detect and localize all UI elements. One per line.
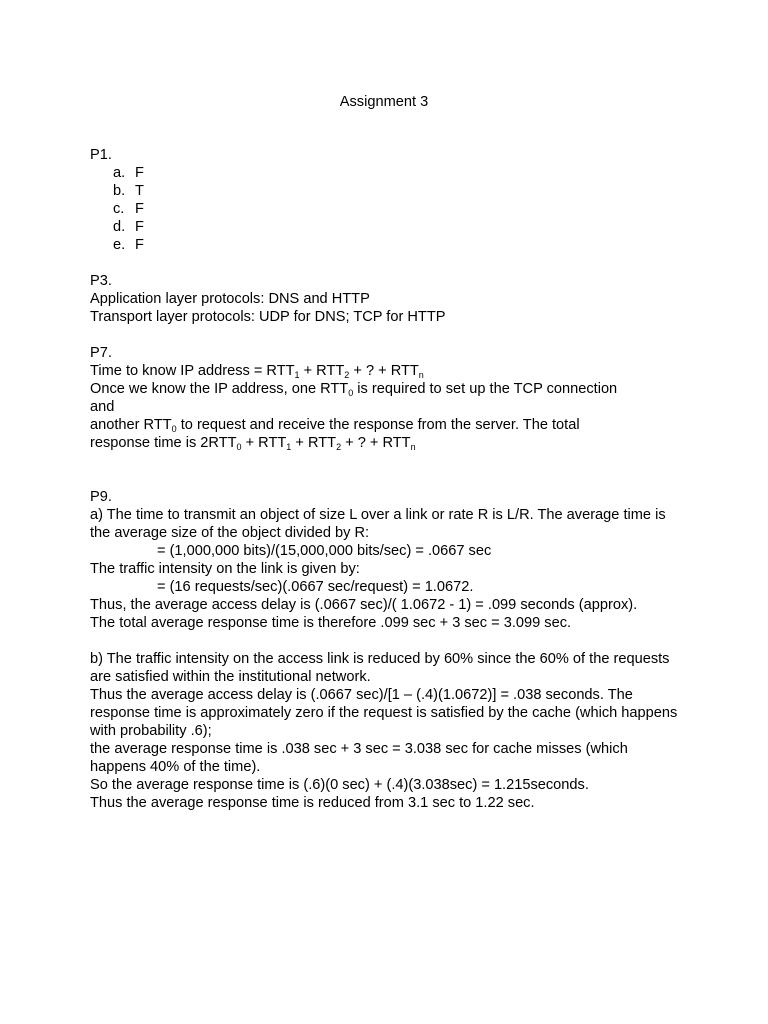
list-marker: d. [113, 219, 126, 235]
subscript: 2 [336, 442, 342, 452]
text-run: is required to set up the TCP connection [353, 381, 618, 397]
list-item-text: F [135, 219, 144, 235]
list-marker: c. [113, 201, 125, 217]
p9-a-access-delay: Thus, the average access delay is (.0667 sec)/( 1.0672 - 1) = .099 seconds (approx). [90, 597, 638, 613]
p3-transport-layer: Transport layer protocols: UDP for DNS; TCP for HTTP [90, 309, 446, 325]
p9-b-access-delay: Thus the average access delay is (.0667 sec)/[1 – (.4)(1.0672)] = .038 seconds. The response time is approximately zero if the request is satisfied by the cache (which happens with probability .6); [90, 687, 678, 739]
p9-b-conclusion: Thus the average response time is reduced from 3.1 sec to 1.22 sec. [90, 795, 535, 811]
list-item-text: F [135, 201, 144, 217]
p9-a-intensity-value: = (16 requests/sec)(.0667 sec/request) = 1.0672. [157, 579, 474, 595]
subscript: 1 [294, 370, 300, 380]
text-run: to request and receive the response from the server. The total [176, 417, 580, 433]
p7-line-1 [90, 362, 685, 380]
p9-a-intensity-label: The traffic intensity on the link is given by: [90, 561, 360, 577]
p9-heading: P9. [90, 489, 112, 505]
subscript: 2 [344, 370, 350, 380]
list-item-text: F [135, 237, 144, 253]
p9-b-intro: b) The traffic intensity on the access link is reduced by 60% since the 60% of the requests are satisfied within the institutional network. [90, 651, 670, 685]
document-title: Assignment 3 [339, 94, 429, 110]
p3-heading: P3. [90, 273, 112, 289]
p1-item-d [90, 218, 685, 236]
p3-application-layer: Application layer protocols: DNS and HTTP [90, 291, 370, 307]
p1-item-c [90, 200, 685, 218]
p1-heading: P1. [90, 147, 112, 163]
p1-answer-list [90, 164, 685, 254]
text-run: Time to know IP address = RTT [90, 363, 295, 379]
p9-b-cache-miss: the average response time is .038 sec + 3 sec = 3.038 sec for cache misses (which happens 40% of the time). [90, 741, 628, 775]
p1-item-e [90, 236, 685, 254]
p9-b-average: So the average response time is (.6)(0 sec) + (.4)(3.038sec) = 1.215seconds. [90, 777, 589, 793]
subscript: n [410, 442, 416, 452]
subscript: n [418, 370, 424, 380]
document-body [90, 146, 685, 812]
list-marker: a. [113, 165, 126, 181]
p7-line-4 [90, 416, 685, 434]
subscript: 0 [236, 442, 242, 452]
text-run: + ? + RTT [341, 435, 411, 451]
subscript: 1 [286, 442, 292, 452]
subscript: 0 [171, 424, 177, 434]
p7-line-3: and [90, 399, 115, 415]
text-run: another RTT [90, 417, 172, 433]
text-run: + RTT [241, 435, 287, 451]
p1-item-b [90, 182, 685, 200]
text-run: + RTT [299, 363, 345, 379]
p7-line-2 [90, 380, 685, 398]
subscript: 0 [348, 388, 354, 398]
p9-a-intro: a) The time to transmit an object of size L over a link or rate R is L/R. The average time is the average size of the object divided by R: [90, 507, 666, 541]
p1-item-a [90, 164, 685, 182]
list-marker: b. [113, 183, 126, 199]
list-item-text: T [135, 183, 144, 199]
p7-line-5 [90, 434, 685, 452]
p9-a-total-response: The total average response time is therefore .099 sec + 3 sec = 3.099 sec. [90, 615, 572, 631]
text-run: Once we know the IP address, one RTT [90, 381, 349, 397]
p7-heading: P7. [90, 345, 112, 361]
list-item-text: F [135, 165, 144, 181]
p9-a-transmit-time: = (1,000,000 bits)/(15,000,000 bits/sec) = .0667 sec [157, 543, 492, 559]
text-run: + RTT [291, 435, 337, 451]
list-marker: e. [113, 237, 126, 253]
text-run: response time is 2RTT [90, 435, 237, 451]
text-run: + ? + RTT [349, 363, 419, 379]
